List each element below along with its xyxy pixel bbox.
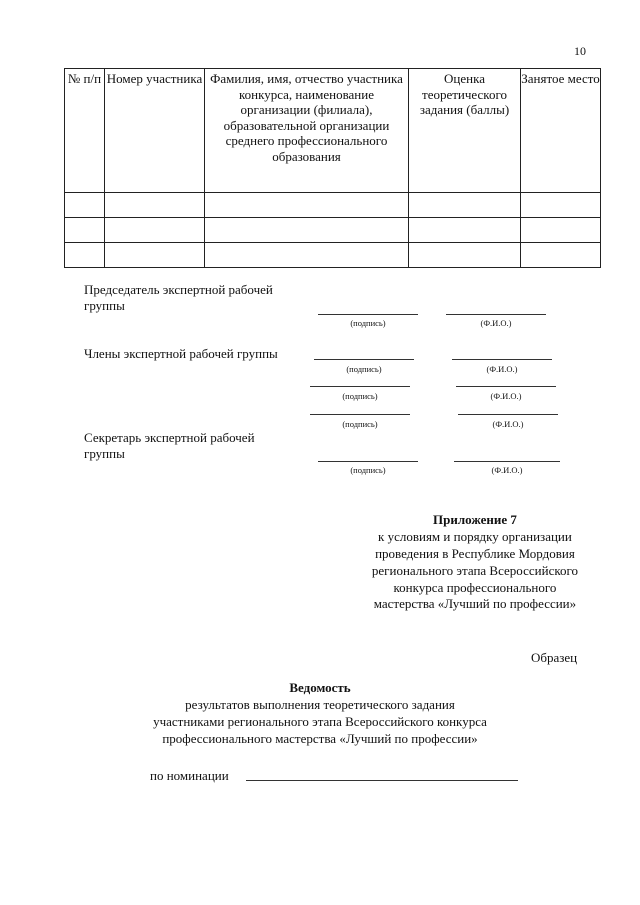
member2-signature-line: [310, 386, 410, 387]
statement-line: результатов выполнения теоретического задания: [185, 696, 455, 712]
chair-signature-line: [318, 314, 418, 315]
appendix-block: [372, 512, 578, 613]
table-row: [65, 192, 601, 217]
chair-name-line: [446, 314, 546, 315]
appendix-title: Приложение 7: [433, 512, 517, 527]
secretary-label: Секретарь экспертной рабочей группы: [84, 430, 255, 462]
appendix-line: конкурса профессионального: [393, 579, 557, 595]
appendix-line: регионального этапа Всероссийского: [371, 562, 578, 578]
chair-name-caption: (Ф.И.О.): [480, 318, 512, 328]
appendix-line: мастерства «Лучший по профессии»: [373, 596, 577, 612]
chair-label: Председатель экспертной рабочей группы: [84, 282, 273, 314]
member3-name-line: [458, 414, 558, 415]
secretary-signature-caption: (подпись): [350, 465, 386, 475]
chair-signature-caption: (подпись): [350, 318, 386, 328]
member1-name-line: [452, 359, 552, 360]
secretary-name-line: [454, 461, 560, 462]
member2-name-line: [456, 386, 556, 387]
secretary-name-caption: (Ф.И.О.): [491, 465, 523, 475]
statement-title: Ведомость: [289, 680, 351, 695]
results-table: [64, 68, 601, 268]
statement-line: участниками регионального этапа Всероссийского конкурса: [153, 713, 487, 729]
table-row: [65, 242, 601, 267]
member3-name-caption: (Ф.И.О.): [492, 419, 524, 429]
appendix-line: к условиям и порядку организации: [378, 528, 572, 544]
member3-signature-caption: (подпись): [342, 419, 378, 429]
header-number: № п/п: [65, 69, 105, 193]
header-place: Занятое место: [521, 69, 601, 193]
header-participant-number: Номер участника: [105, 69, 205, 193]
header-theory-score: Оценка теоретического задания (баллы): [409, 69, 521, 193]
member1-signature-caption: (подпись): [346, 364, 382, 374]
nomination-label: по номинации: [150, 768, 229, 783]
appendix-line: проведения в Республике Мордовия: [375, 545, 575, 561]
member2-name-caption: (Ф.И.О.): [490, 391, 522, 401]
member3-signature-line: [310, 414, 410, 415]
header-participant-name: Фамилия, имя, отчество участника конкурса, наименование организации (филиала), образовательной организации среднего профессионального образования: [205, 69, 409, 193]
nomination-line: [246, 780, 518, 781]
member1-signature-line: [314, 359, 414, 360]
page-number: 10: [574, 44, 586, 58]
secretary-signature-line: [318, 461, 418, 462]
member2-signature-caption: (подпись): [342, 391, 378, 401]
members-label: Члены экспертной рабочей группы: [84, 346, 278, 361]
sample-label: Образец: [531, 650, 578, 665]
table-header-row: [65, 69, 601, 193]
table-row: [65, 217, 601, 242]
statement-block: [0, 680, 640, 748]
statement-line: профессионального мастерства «Лучший по профессии»: [162, 730, 478, 746]
member1-name-caption: (Ф.И.О.): [486, 364, 518, 374]
